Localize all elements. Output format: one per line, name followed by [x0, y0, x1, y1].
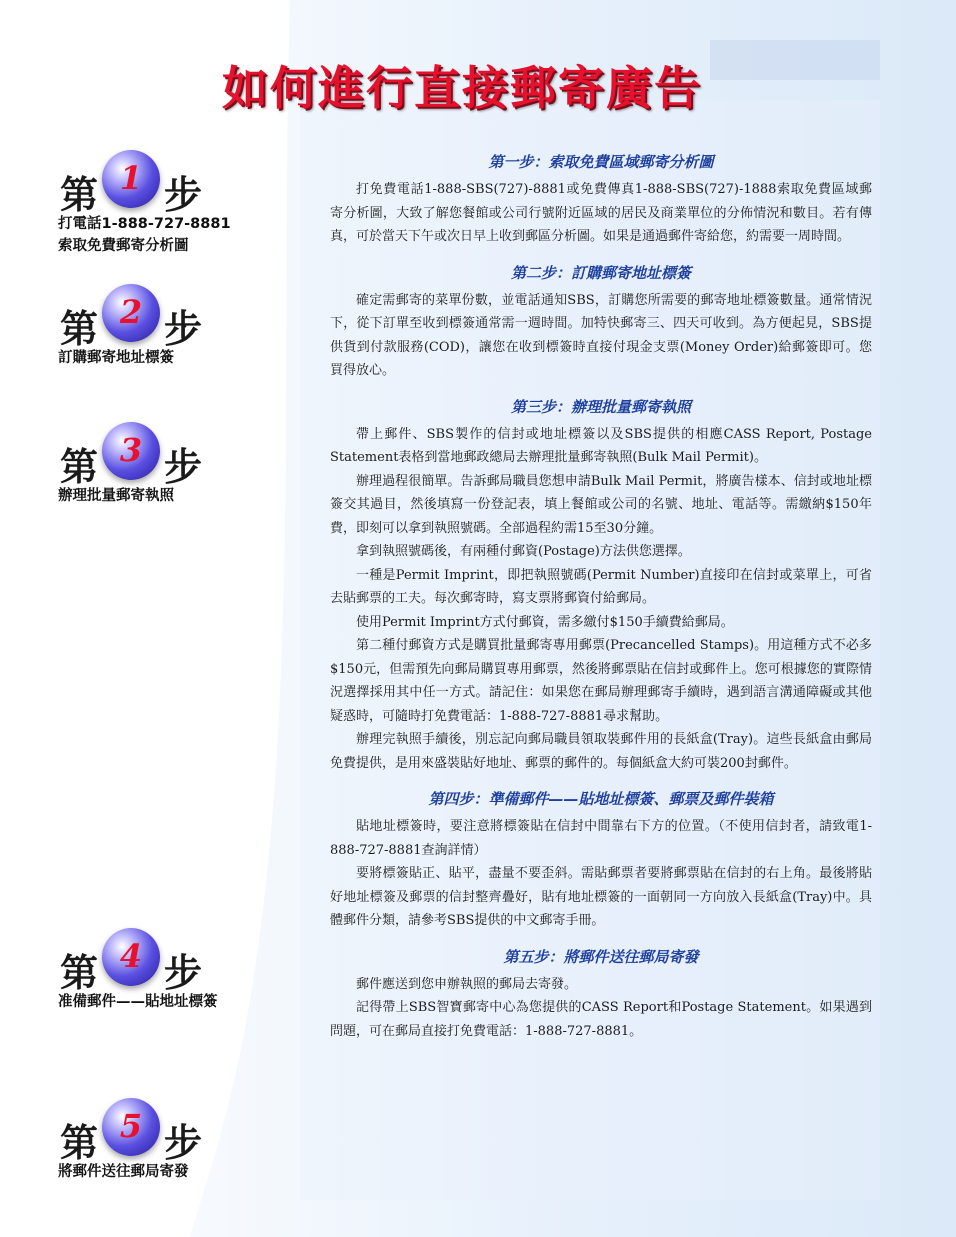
step-di: 第 — [60, 172, 99, 217]
paragraph: 使用Permit Imprint方式付郵資，需多繳付$150手續費給郵局。 — [356, 614, 734, 630]
paragraph: 郵件應送到您申辦執照的郵局去寄發。 — [356, 976, 578, 992]
section-step-5 — [330, 945, 872, 1044]
section-step-1 — [330, 150, 872, 249]
step-bu: 步 — [164, 306, 203, 351]
paragraph: 辦理過程很簡單。告訴郵局職員您想申請Bulk Mail Permit，將廣告樣本、信封或地址標簽交其過目，然後填寫一份登記表，填上餐館或公司的名號、地址、電話等。需繳納$150年費，即刻可以拿到執照號碼。全部過程約需15至30分鐘。 — [330, 473, 872, 536]
section-step-4 — [330, 787, 872, 933]
step-bu: 步 — [164, 172, 203, 217]
paragraph: 第二種付郵資方式是購買批量郵寄專用郵票(Precancelled Stamps)。用這種方式不必多$150元，但需預先向郵局購買專用郵票，然後將郵票貼在信封或郵件上。您可根據您的實際情況選擇採用其中任一方式。請記住：如果您在郵局辦理郵寄手續時，遇到語言溝通障礙或其他疑惑時，可隨時打免費電話：1-888-727-8881尋求幫助。 — [330, 638, 872, 724]
paragraph: 確定需郵寄的菜單份數，並電話通知SBS，訂購您所需要的郵寄地址標簽數量。通常情況下，從下訂單至收到標簽通常需一週時間。加特快郵寄三、四天可收到。為方便起見，SBS提供貨到付款服務(COD)，讓您在收到標簽時直接付現金支票(Money Order)給郵簽即可。您買得放心。 — [330, 292, 872, 378]
paragraph: 拿到執照號碼後，有兩種付郵資(Postage)方法供您選擇。 — [356, 544, 691, 559]
step-1-badge — [58, 150, 258, 256]
step-bu: 步 — [164, 1120, 203, 1165]
step-5-badge — [58, 1098, 258, 1182]
step-3-badge — [58, 422, 258, 506]
step-number-ball: 3 — [102, 422, 160, 480]
paragraph: 帶上郵件、SBS製作的信封或地址標簽以及SBS提供的相應CASS Report, Postage Statement表格到當地郵政總局去辦理批量郵寄執照(Bulk Mail Permit)。 — [330, 426, 872, 465]
step-di: 第 — [60, 1120, 99, 1165]
step-subtitle: 辦理批量郵寄執照 — [58, 488, 174, 504]
paragraph: 打免費電話1-888-SBS(727)-8881或免費傳真1-888-SBS(727)-1888索取免費區域郵寄分析圖，大致了解您餐館或公司行號附近區域的居民及商業單位的分佈情況和數目。若有傳真，可於當天下午或次日早上收到郵區分析圖。如果是通過郵件寄給您，約需要一周時間。 — [330, 182, 872, 244]
step-bu: 步 — [164, 950, 203, 995]
step-2-badge — [58, 284, 258, 368]
step-subtitle: 准備郵件——貼地址標簽 — [58, 994, 218, 1010]
step-subtitle: 打電話1-888-727-8881 — [58, 216, 231, 232]
step-di: 第 — [60, 444, 99, 489]
step-subtitle: 訂購郵寄地址標簽 — [58, 350, 174, 366]
section-step-2 — [330, 261, 872, 383]
section-heading: 第二步：訂購郵寄地址標簽 — [510, 263, 691, 282]
paragraph: 記得帶上SBS智寶郵寄中心為您提供的CASS Report和Postage Statement。如果遇到問題，可在郵局直接打免費電話：1-888-727-8881。 — [330, 1000, 872, 1039]
step-number-ball: 5 — [102, 1098, 160, 1156]
paragraph: 辦理完執照手續後，別忘記向郵局職員領取裝郵件用的長紙盒(Tray)。這些長紙盒由郵局免費提供，是用來盛裝貼好地址、郵票的郵件的。每個紙盒大約可裝200封郵件。 — [330, 732, 872, 771]
section-heading: 第五步：將郵件送往郵局寄發 — [503, 947, 699, 966]
step-subtitle: 索取免費郵寄分析圖 — [58, 238, 189, 254]
paragraph: 貼地址標簽時，要注意將標簽貼在信封中間靠右下方的位置。（不使用信封者，請致電1-888-727-8881查詢詳情） — [330, 819, 872, 858]
paragraph: 一種是Permit Imprint，即把執照號碼(Permit Number)直接印在信封或菜單上，可省去貼郵票的工夫。每次郵寄時，寫支票將郵資付給郵局。 — [330, 567, 872, 606]
step-subtitle: 將郵件送往郵局寄發 — [58, 1164, 189, 1180]
section-step-3 — [330, 395, 872, 776]
page-title: 如何進行直接郵寄廣告 — [222, 61, 702, 115]
step-bu: 步 — [164, 444, 203, 489]
section-heading: 第三步：辦理批量郵寄執照 — [510, 397, 691, 416]
step-number-ball: 1 — [102, 150, 160, 208]
section-heading: 第一步：索取免費區域郵寄分析圖 — [488, 153, 714, 171]
paragraph: 要將標簽貼正、貼平，盡量不要歪斜。需貼郵票者要將郵票貼在信封的右上角。最後將貼好地址標簽及郵票的信封整齊疊好，貼有地址標簽的一面朝同一方向放入長紙盒(Tray)中。具體郵件分類，請參考SBS提供的中文郵寄手冊。 — [330, 866, 872, 928]
step-di: 第 — [60, 950, 99, 995]
step-4-badge — [58, 928, 258, 1012]
step-di: 第 — [60, 306, 99, 351]
section-heading: 第四步：準備郵件——貼地址標簽、郵票及郵件裝箱 — [428, 790, 774, 808]
step-number-ball: 2 — [102, 284, 160, 342]
instructions-body — [330, 150, 872, 1055]
step-number-ball: 4 — [102, 928, 160, 986]
